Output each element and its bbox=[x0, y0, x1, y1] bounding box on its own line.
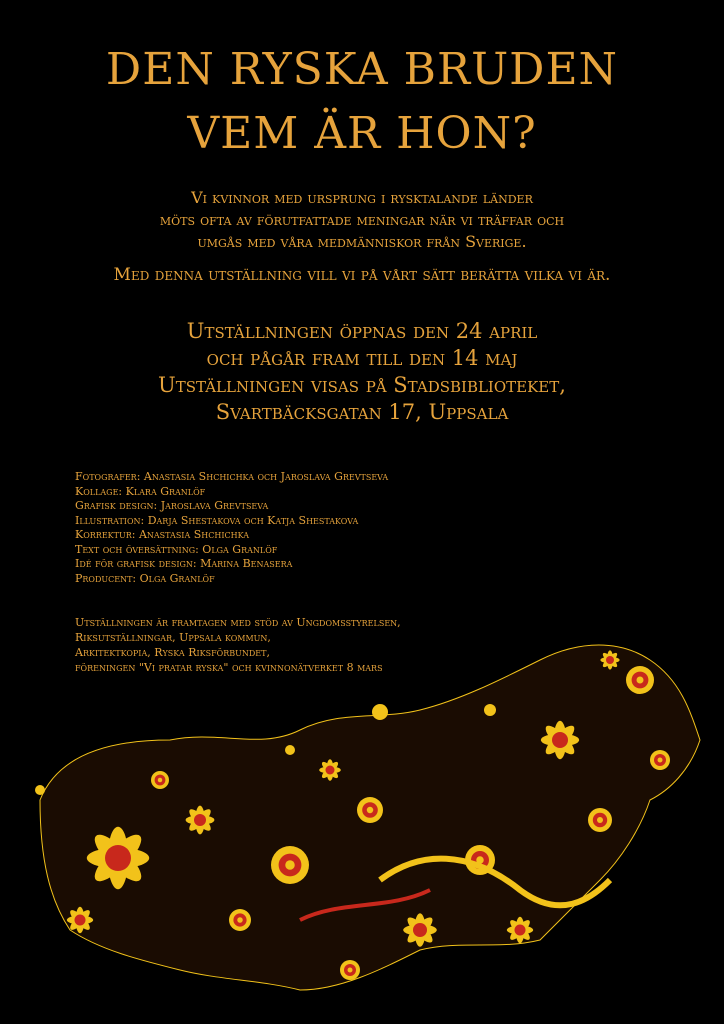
credit-item: Grafisk design: Jaroslava Grevtseva bbox=[75, 499, 269, 512]
support-line: Riksutställningar, Uppsala kommun, bbox=[75, 631, 271, 644]
credit-item: Illustration: Darja Shestakova och Katja Shestakova bbox=[75, 513, 359, 527]
intro-line: Vi kvinnor med ursprung i rysktalande länder bbox=[191, 188, 533, 207]
support-line: Arkitektkopia, Ryska Riksförbundet, bbox=[75, 646, 270, 659]
intro-line: umgås med våra medmänniskor från Sverige. bbox=[197, 232, 527, 251]
intro-paragraph bbox=[0, 187, 724, 253]
event-line: Svartbäcksgatan 17, Uppsala bbox=[215, 400, 509, 424]
event-line: och pågår fram till den 14 maj bbox=[206, 346, 518, 370]
credit-item: Fotografer: Anastasia Shchichka och Jaroslava Grevtseva bbox=[75, 470, 389, 483]
credit-item: Producent: Olga Granlöf bbox=[75, 571, 215, 585]
event-info bbox=[0, 318, 724, 426]
credit-item: Text och översättning: Olga Granlöf bbox=[75, 542, 278, 556]
event-line: Utställningen öppnas den 24 april bbox=[186, 319, 538, 343]
credit-item: Idé för grafisk design: Marina Benasera bbox=[75, 557, 293, 570]
poster-title-line-2: VEM ÄR HON? bbox=[187, 108, 537, 159]
credit-item: Kollage: Klara Granlöf bbox=[75, 484, 206, 498]
support-line: Utställningen är framtagen med stöd av Ungdomsstyrelsen, bbox=[75, 616, 401, 629]
credit-item: Korrektur: Anastasia Shchichka bbox=[75, 528, 250, 541]
support-line: föreningen "Vi pratar ryska" och kvinnonätverket 8 mars bbox=[75, 661, 383, 674]
floral-map-of-russia-icon bbox=[0, 600, 724, 1024]
credits-list bbox=[75, 470, 388, 586]
intro-statement: Med denna utställning vill vi på vårt sätt berätta vilka vi är. bbox=[113, 265, 611, 285]
intro-line: möts ofta av förutfattade meningar när vi träffar och bbox=[159, 210, 565, 229]
poster-title-line-1: DEN RYSKA BRUDEN bbox=[105, 44, 619, 95]
event-line: Utställningen visas på Stadsbiblioteket, bbox=[158, 373, 566, 397]
